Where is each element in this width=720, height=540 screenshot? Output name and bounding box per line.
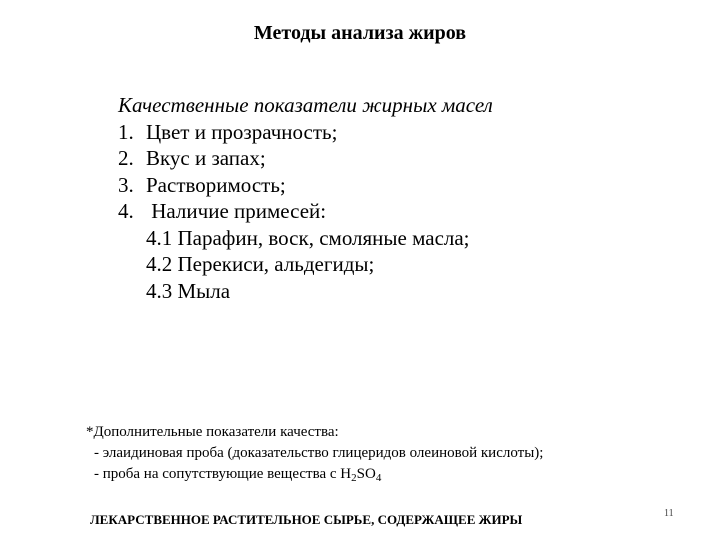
quality-heading: Качественные показатели жирных масел: [118, 93, 493, 117]
sub-list-item: 4.1 Парафин, воск, смоляные масла;: [146, 225, 470, 250]
slide-footer: ЛЕКАРСТВЕННОЕ РАСТИТЕЛЬНОЕ СЫРЬЕ, СОДЕРЖАЩЕЕ ЖИРЫ: [90, 512, 523, 527]
additional-notes: [86, 422, 543, 485]
formula-subscript: 2: [351, 472, 357, 484]
list-item: [118, 119, 678, 146]
formula-subscript: 4: [375, 472, 382, 484]
sub-list-item: 4.3 Мыла: [146, 278, 231, 303]
list-item-number: 1.: [118, 119, 134, 144]
list-item-number: 4.: [118, 199, 134, 223]
list-item-text: Наличие примесей:: [146, 199, 327, 223]
list-item-number: 3.: [118, 172, 134, 197]
list-item: [118, 198, 678, 225]
list-item-text: Растворимость;: [146, 172, 286, 197]
list-item-text: Вкус и запах;: [146, 146, 266, 170]
notes-heading: *Дополнительные показатели качества:: [86, 424, 339, 440]
notes-line: [86, 464, 543, 485]
list-item-number: 2.: [118, 146, 134, 170]
slide-title: Методы анализа жиров: [253, 22, 467, 44]
quality-list-block: [118, 92, 678, 304]
list-item-text: Цвет и прозрачность;: [146, 119, 338, 144]
list-item: [118, 172, 678, 199]
page-number: 11: [664, 508, 674, 519]
sub-list-item: 4.2 Перекиси, альдегиды;: [146, 252, 375, 276]
notes-line-text: - проба на сопутствующие вещества с H: [94, 466, 352, 482]
notes-line: - элаидиновая проба (доказательство глицеридов олеиновой кислоты);: [94, 445, 544, 461]
list-item: [118, 145, 678, 172]
formula-text: SO: [356, 466, 376, 482]
